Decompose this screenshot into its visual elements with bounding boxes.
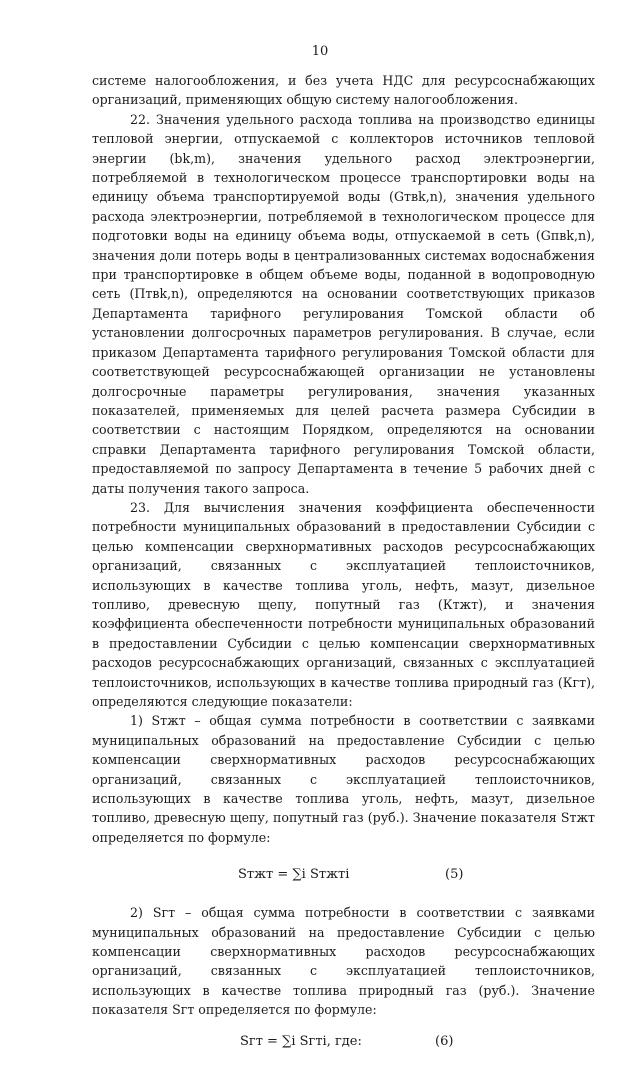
document-body [92,71,595,1066]
page-number: 10 [311,44,329,59]
formula-5-expression: Sтжт = ∑i Sтжтi [238,867,350,883]
formula-5 [92,847,595,903]
formula-5-number: (5) [445,867,464,883]
formula-6-expression: Sгт = ∑i Sгтi, где: [240,1033,362,1049]
paragraph-22: 22. Значения удельного расхода топлива на производство единицы тепловой энергии, отпускаемой с коллекторов источников тепловой энергии (bk,m), значения удельного расход электроэнергии, потребляемой в технологическом процессе транспортировки воды на единицу объема транспортируемой воды (Gтвk,n), значения удельного расхода электроэнергии, потребляемой в технологическом процессе для подготовки воды на единицу объема воды, отпускаемой в сеть (Gпвk,n), значения доли потерь воды в централизованных системах водоснабжения при транспортировке в общем объеме воды, поданной в водопроводную сеть (Птвk,n), определяются на основании соответствующих приказов Департамента тарифного регулирования Томской области об установлении долгосрочных параметров регулирования. В случае, если приказом Департамента тарифного регулирования Томской области для соответствующей ресурсоснабжающей организации не установлены долгосрочные параметры регулирования, значения указанных показателей, применяемых для целей расчета размера Субсидии в соответствии с настоящим Порядком, определяются на основании справки Департамента тарифного регулирования Томской области, предоставляемой по запросу Департамента в течение 5 рабочих дней с даты получения такого запроса. [92,111,595,496]
formula-6-number: (6) [435,1033,454,1049]
formula-6 [92,1022,595,1066]
paragraph-item-1: 1) Sтжт – общая сумма потребности в соответствии с заявками муниципальных образований на предоставление Субсидии с целью компенсации сверхнормативных расходов ресурсоснабжающих организаций, связанных с эксплуатацией теплоисточников, использующих в качестве топлива уголь, нефть, мазут, дизельное топливо, древесную щепу, попутный газ (руб.). Значение показателя Sтжт определяется по формуле: [92,713,595,845]
paragraph-continuation: системе налогообложения, и без учета НДС для ресурсоснабжающих организаций, применяющих общую систему налогообложения. [92,73,595,108]
paragraph-item-2: 2) Sгт – общая сумма потребности в соответствии с заявками муниципальных образований на предоставление Субсидии с целью компенсации сверхнормативных расходов ресурсоснабжающих организаций, связанных с эксплуатацией теплоисточников, использующих в качестве топлива природный газ (руб.). Значение показателя Sгт определяется по формуле: [92,905,595,1018]
paragraph-23: 23. Для вычисления значения коэффициента обеспеченности потребности муниципальных образований в предоставлении Субсидии с целью компенсации сверхнормативных расходов ресурсоснабжающих организаций, связанных с эксплуатацией теплоисточников, использующих в качестве топлива уголь, нефть, мазут, дизельное топливо, древесную щепу, попутный газ (Ктжт), и значения коэффициента обеспеченности потребности муниципальных образований в предоставлении Субсидии с целью компенсации сверхнормативных расходов ресурсоснабжающих организаций, связанных с эксплуатацией теплоисточников, использующих в качестве топлива природный газ (Кгт), определяются следующие показатели: [92,499,595,709]
